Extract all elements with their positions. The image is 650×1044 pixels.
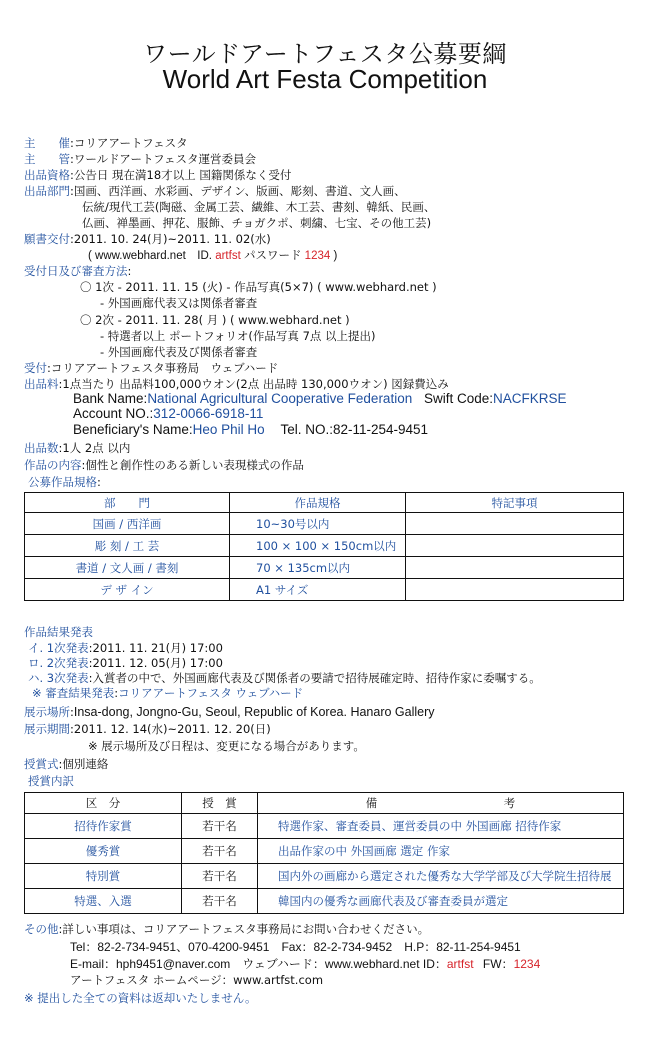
host-value: コリアアートフェスタ — [73, 136, 188, 150]
other-label: その他 — [24, 922, 59, 936]
other-value: 詳しい事項は、コリアアートフェスタ事務局にお問い合わせください。 — [62, 922, 430, 936]
other-fw-label: FW： — [482, 957, 514, 971]
award-count: 若干名 — [182, 839, 258, 864]
award-type: 招待作家賞 — [25, 814, 182, 839]
exhibit-place-row: 展示場所:Insa-dong, Jongno-Gu, Seoul, Republic of Korea. Hanaro Gallery — [24, 705, 435, 719]
other-homepage-line: アートフェスタ ホームページ：www.artfst.com — [70, 973, 324, 987]
spec-category: 国画 / 西洋画 — [25, 513, 230, 535]
table-row — [25, 814, 624, 839]
exhibit-place-label: 展示場所 — [24, 705, 70, 719]
eligibility-row: 出品資格:公告日 現在満18才以上 国籍関係なく受付 — [24, 168, 292, 182]
content-value: 個性と創作性のある新しい表現様式の作品 — [85, 458, 304, 472]
spec-notes — [406, 535, 624, 557]
review-second-sub2: - 外国画廊代表及び関係者審査 — [100, 345, 258, 359]
award-type: 優秀賞 — [25, 839, 182, 864]
exhibit-place-value: Insa-dong, Jongno-Gu, Seoul, Republic of Korea. Hanaro Gallery — [73, 705, 435, 719]
exhibit-period-value: 2011. 12. 14(水)~2011. 12. 20(日) — [73, 722, 271, 736]
table-row — [25, 557, 624, 579]
table-row — [25, 535, 624, 557]
swift-value: NACFKRSE — [493, 391, 567, 406]
results-third-label: ハ. 3次発表 — [28, 671, 89, 685]
review-label: 受付日及び審査方法 — [24, 264, 128, 278]
review-second-sub1: - 特選者以上 ポートフォリオ(作品写真 7点 以上提出) — [100, 329, 376, 343]
award-header-count: 授 賞 — [182, 793, 258, 814]
spec-category: 彫 刻 / 工 芸 — [25, 535, 230, 557]
other-email-id: artfst — [446, 957, 474, 971]
organizer-label: 主 管 — [24, 152, 70, 166]
other-row: その他:詳しい事項は、コリアアートフェスタ事務局にお問い合わせください。 — [24, 922, 430, 936]
spec-header-notes: 特記事項 — [406, 493, 624, 513]
form-site-suffix: ) — [333, 250, 338, 262]
other-fw: 1234 — [513, 957, 541, 971]
results-label: 作品結果発表 — [24, 625, 93, 639]
tel-value: 82-11-254-9451 — [332, 422, 429, 437]
beneficiary-row: Beneficiary's Name:Heo Phil Ho Tel. NO.:82-11-254-9451 — [73, 422, 429, 437]
award-ceremony-value: 個別連絡 — [62, 757, 109, 771]
award-type: 特別賞 — [25, 864, 182, 889]
account-row: Account NO.:312-0066-6918-11 — [73, 406, 264, 421]
fee-row: 出品料:1点当たり 出品料100,000ウオン(2点 出品時 130,000ウオン) 図録費込み — [24, 377, 449, 391]
spec-header-size: 作品規格 — [230, 493, 406, 513]
account-value: 312-0066-6918-11 — [153, 406, 264, 421]
form-id: artfst — [215, 250, 241, 262]
category-row: 出品部門:国画、西洋画、水彩画、デザイン、版画、彫刻、書道、文人画、 — [24, 184, 406, 198]
review-first-line: 〇 1次 - 2011. 11. 15 (火) - 作品写真(5×7) ( www.webhard.net ) — [80, 280, 437, 294]
content-row: 作品の内容:個性と創作性のある新しい表現様式の作品 — [24, 458, 304, 472]
table-row — [25, 889, 624, 914]
count-value: 1人 2点 以内 — [62, 441, 131, 455]
beneficiary-value: Heo Phil Ho — [192, 422, 265, 437]
spec-category: 書道 / 文人画 / 書刻 — [25, 557, 230, 579]
reception-label: 受付 — [24, 361, 47, 375]
table-row — [25, 513, 624, 535]
spec-size: 70 × 135cm以内 — [230, 557, 406, 579]
form-site-row — [88, 247, 337, 263]
results-second-value: 2011. 12. 05(月) 17:00 — [92, 656, 223, 670]
count-row: 出品数:1人 2点 以内 — [24, 441, 131, 455]
reception-row: 受付:コリアアートフェスタ事務局 ウェブハード — [24, 361, 279, 375]
form-site-prefix: ( www.webhard.net ID. — [88, 250, 212, 262]
reception-value: コリアアートフェスタ事務局 ウェブハード — [50, 361, 279, 375]
table-row — [25, 864, 624, 889]
host-row: 主 催:コリアアートフェスタ — [24, 136, 188, 150]
spec-notes — [406, 579, 624, 601]
form-label: 願書交付 — [24, 232, 70, 246]
award-notes: 国内外の画廊から選定された優秀な大学学部及び大学院生招待展 — [258, 864, 624, 889]
award-detail-label: 授賞内訳 — [28, 774, 74, 788]
award-count: 若干名 — [182, 814, 258, 839]
results-first-value: 2011. 11. 21(月) 17:00 — [92, 641, 223, 655]
spec-size: 100 × 100 × 150cm以内 — [230, 535, 406, 557]
category-line3: 仏画、禅墨画、押花、服飾、チョガクポ、刺繍、七宝、その他工芸) — [82, 216, 432, 230]
page-title-ja: ワールドアートフェスタ公募要綱 — [143, 40, 507, 68]
award-header-notes: 備 考 — [258, 793, 624, 814]
table-row — [25, 839, 624, 864]
other-email-row — [70, 955, 540, 972]
other-tel-line: Tel：82-2-734-9451、070-4200-9451 Fax：82-2-734-9452 H.P：82-11-254-9451 — [70, 940, 521, 954]
content-label: 作品の内容 — [24, 458, 82, 472]
spec-table-header — [25, 493, 624, 513]
results-second-label: ロ. 2次発表 — [28, 656, 89, 670]
award-table-header — [25, 793, 624, 814]
award-ceremony-label: 授賞式 — [24, 757, 59, 771]
spec-label: 公募作品規格 — [28, 475, 97, 489]
results-first-label: イ. 1次発表 — [28, 641, 89, 655]
review-second-line: 〇 2次 - 2011. 11. 28( 月 ) ( www.webhard.net ) — [80, 313, 350, 327]
exhibit-note: ※ 展示場所及び日程は、変更になる場合があります。 — [88, 739, 365, 753]
exhibit-period-label: 展示期間 — [24, 722, 70, 736]
swift-label: Swift Code — [423, 391, 490, 406]
account-label: Account NO. — [73, 406, 150, 421]
form-dates: 2011. 10. 24(月)~2011. 11. 02(水) — [73, 232, 271, 246]
bank-name-label: Bank Name — [73, 391, 144, 406]
award-table — [24, 792, 624, 914]
category-label: 出品部門 — [24, 184, 70, 198]
review-result-value: コリアアートフェスタ ウェブハード — [118, 686, 304, 700]
award-notes: 出品作家の中 外国画廊 選定 作家 — [258, 839, 624, 864]
spec-notes — [406, 513, 624, 535]
results-first-row: イ. 1次発表:2011. 11. 21(月) 17:00 — [28, 641, 223, 655]
beneficiary-label: Beneficiary's Name — [73, 422, 189, 437]
fee-label: 出品料 — [24, 377, 59, 391]
spec-notes — [406, 557, 624, 579]
award-type: 特選、入選 — [25, 889, 182, 914]
host-label: 主 催 — [24, 136, 70, 150]
review-result-label: ※ 審査結果発表 — [32, 686, 115, 700]
award-ceremony-row: 授賞式:個別連絡 — [24, 757, 109, 771]
spec-header-category: 部 門 — [25, 493, 230, 513]
award-header-type: 区 分 — [25, 793, 182, 814]
exhibit-period-row: 展示期間:2011. 12. 14(水)~2011. 12. 20(日) — [24, 722, 271, 736]
results-third-row: ハ. 3次発表:入賞者の中で、外国画廊代表及び関係者の要請で招待展確定時、招待作家に委嘱する。 — [28, 671, 541, 685]
bank-name-row: Bank Name:National Agricultural Cooperative Federation Swift Code:NACFKRSE — [73, 391, 567, 406]
award-notes: 特選作家、審査委員、運営委員の中 外国画廊 招待作家 — [258, 814, 624, 839]
award-count: 若干名 — [182, 864, 258, 889]
results-third-value: 入賞者の中で、外国画廊代表及び関係者の要請で招待展確定時、招待作家に委嘱する。 — [92, 671, 541, 685]
eligibility-label: 出品資格 — [24, 168, 70, 182]
spec-row: 公募作品規格: — [28, 475, 101, 489]
category-line1: 国画、西洋画、水彩画、デザイン、版画、彫刻、書道、文人画、 — [73, 184, 406, 198]
tel-label: Tel. NO. — [280, 422, 330, 437]
organizer-row: 主 管:ワールドアートフェスタ運営委員会 — [24, 152, 257, 166]
review-result-row: ※ 審査結果発表:コリアアートフェスタ ウェブハード — [32, 686, 304, 700]
spec-size: 10~30号以内 — [230, 513, 406, 535]
table-row — [25, 579, 624, 601]
form-pw: 1234 — [304, 250, 331, 262]
spec-category: デ ザ イン — [25, 579, 230, 601]
bank-name-value: National Agricultural Cooperative Federation — [147, 391, 413, 406]
other-email-prefix: E-mail：hph9451@naver.com ウェブハード：www.webhard.net ID： — [70, 957, 447, 971]
category-line2: 伝統/現代工芸(陶磁、金属工芸、繊維、木工芸、書刻、韓紙、民画、 — [82, 200, 436, 214]
spec-size: A1 サイズ — [230, 579, 406, 601]
results-second-row: ロ. 2次発表:2011. 12. 05(月) 17:00 — [28, 656, 223, 670]
form-pw-label: パスワード — [243, 250, 302, 262]
form-row: 願書交付:2011. 10. 24(月)~2011. 11. 02(水) — [24, 232, 271, 246]
award-notes: 韓国内の優秀な画廊代表及び審査委員が選定 — [258, 889, 624, 914]
organizer-value: ワールドアートフェスタ運営委員会 — [73, 152, 257, 166]
review-first-sub: - 外国画廊代表又は関係者審査 — [100, 296, 258, 310]
award-count: 若干名 — [182, 889, 258, 914]
eligibility-value: 公告日 現在満18才以上 国籍関係なく受付 — [73, 168, 292, 182]
review-row: 受付日及び審査方法: — [24, 264, 132, 278]
spec-table — [24, 492, 624, 601]
final-note: ※ 提出した全ての資料は返却いたしません。 — [24, 991, 257, 1005]
page-title-en: World Art Festa Competition — [162, 64, 488, 94]
fee-value: 1点当たり 出品料100,000ウオン(2点 出品時 130,000ウオン) 図録費込み — [62, 377, 449, 391]
count-label: 出品数 — [24, 441, 59, 455]
